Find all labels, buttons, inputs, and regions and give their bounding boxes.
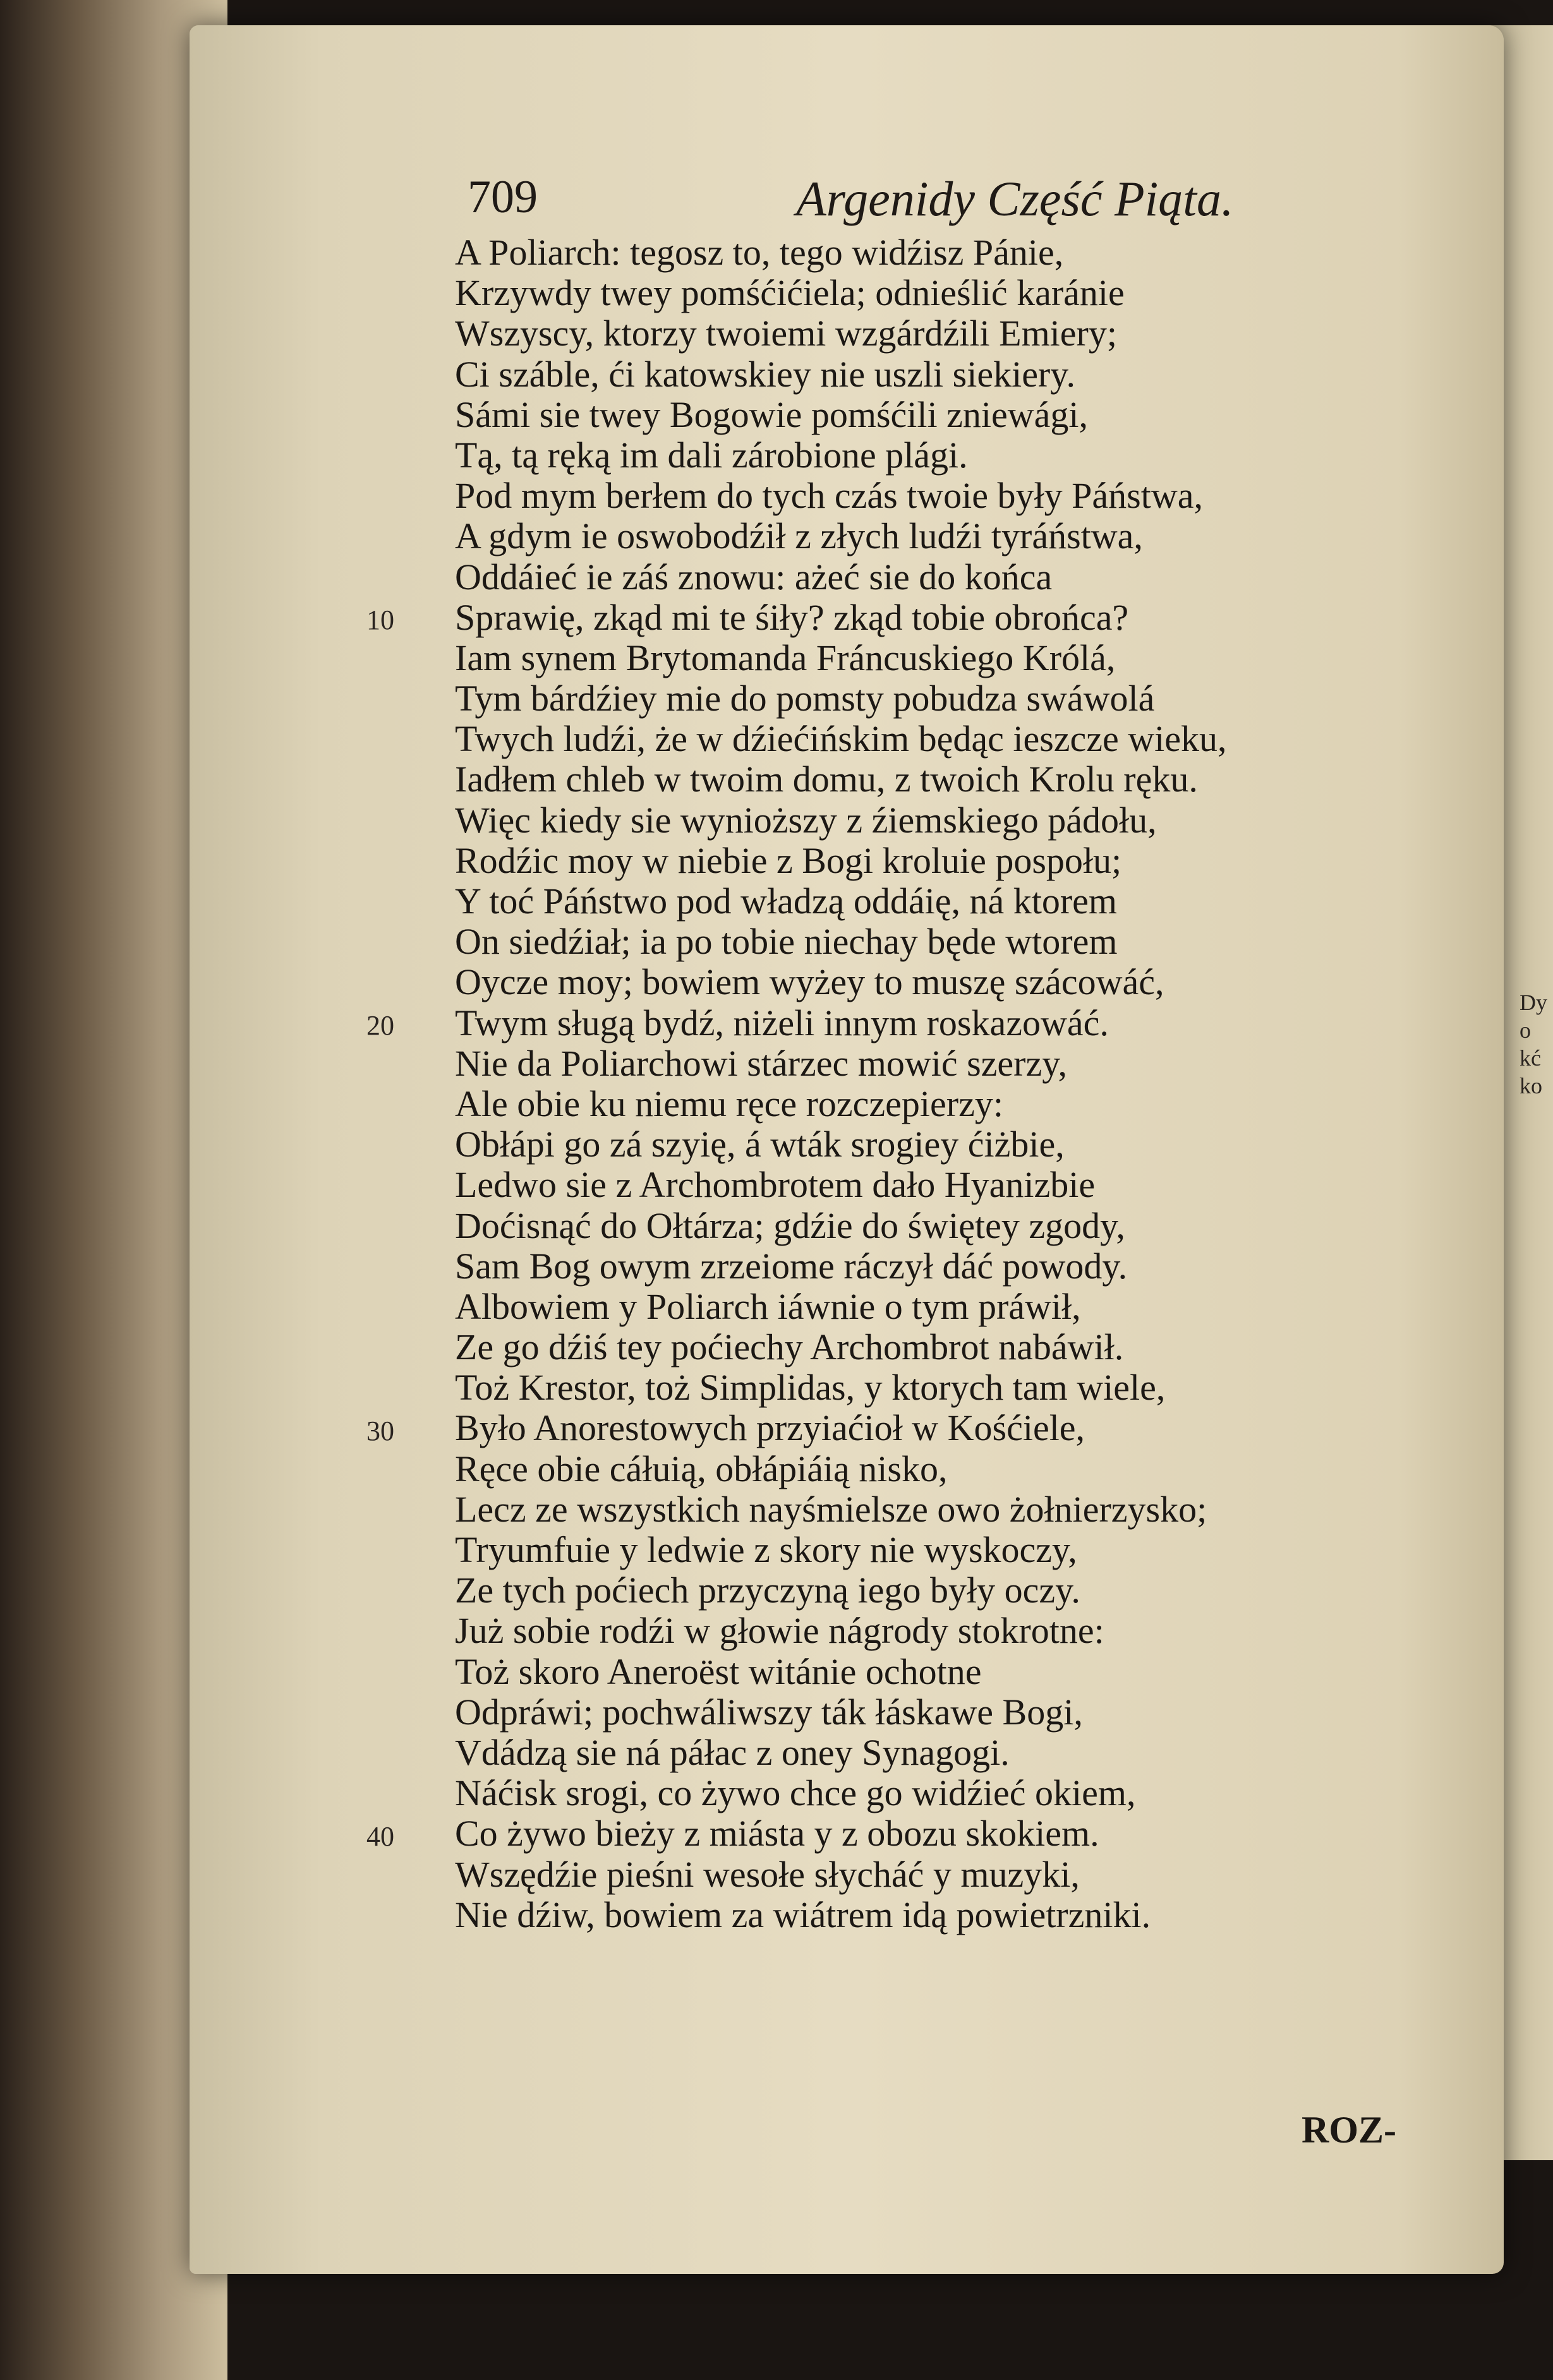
verse-line: Było Anorestowych przyiaćioł w Kośćiele, (455, 1407, 1085, 1449)
verse-line: Iam synem Brytomanda Fráncuskiego Królá, (455, 637, 1116, 678)
verse-line: Albowiem y Poliarch iáwnie o tym práwił, (455, 1285, 1081, 1327)
verse-line: A Poliarch: tegosz to, tego widźisz Pánie, (455, 232, 1064, 273)
verse-line: Ale obie ku niemu ręce rozczepierzy: (455, 1083, 1003, 1124)
verse-line: Wszyscy, ktorzy twoiemi wzgárdźili Emiery; (455, 313, 1117, 354)
verse-line: On siedźiał; ia po tobie niechay będe wtorem (455, 921, 1118, 963)
verse-line: Obłápi go zá szyię, á wták srogiey ćiżbie, (455, 1124, 1065, 1165)
verse-line: Tryumfuie y ledwie z skory nie wyskoczy, (455, 1529, 1077, 1570)
verse-line: Y toć Páństwo pod władzą oddáię, ná ktorem (455, 880, 1118, 922)
verse-line: Doćisnąć do Ołtárza; gdźie do świętey zgody, (455, 1205, 1125, 1246)
verse-line: Nie dźiw, bowiem za wiátrem idą powietrzniki. (455, 1894, 1151, 1935)
verse-line: Twych ludźi, że w dźiećińskim będąc ieszcze wieku, (455, 718, 1227, 760)
verse-line: Sprawię, zkąd mi te śiły? zkąd tobie obrońca? (455, 596, 1129, 638)
verse-line: Odpráwi; pochwáliwszy ták łáskawe Bogi, (455, 1691, 1083, 1733)
verse-line: Rodźic moy w niebie z Bogi kroluie pospołu; (455, 839, 1122, 881)
verse-line: Ci száble, ći katowskiey nie uszli siekiery. (455, 353, 1075, 395)
verse-line: Twym sługą bydź, niżeli innym roskazowáć. (455, 1002, 1109, 1043)
verse-line: Ledwo sie z Archombrotem dało Hyanizbie (455, 1164, 1096, 1206)
verse-line: Iadłem chleb w twoim domu, z twoich Krolu ręku. (455, 759, 1198, 800)
verse-line: Tą, tą ręką im dali zárobione plági. (455, 434, 968, 476)
verse-line: Toż Krestor, toż Simplidas, y ktorych tam wiele, (455, 1367, 1166, 1409)
verse-line: Oddáieć ie záś znowu: ażeć sie do końca (455, 556, 1053, 598)
verse-line: Toż skoro Aneroëst witánie ochotne (455, 1650, 982, 1692)
facing-page-fragment: kć (1520, 1045, 1541, 1071)
verse-line: Już sobie rodźi w głowie nágrody stokrotne: (455, 1610, 1104, 1652)
verse-line: Ze go dźiś tey poćiechy Archombrot nabáwił. (455, 1326, 1124, 1368)
page-number: 709 (468, 171, 538, 223)
line-number: 40 (366, 1820, 394, 1852)
line-number: 10 (366, 604, 394, 635)
verse-line: Więc kiedy sie wynioższy z źiemskiego pádołu, (455, 799, 1157, 841)
verse-line: Co żywo bieży z miásta y z obozu skokiem. (455, 1813, 1099, 1854)
facing-page-fragment: ko (1520, 1073, 1542, 1098)
verse-line: Wszędźie pieśni wesołe słycháć y muzyki, (455, 1853, 1080, 1895)
verse-line: A gdym ie oswobodźił z złych ludźi tyráństwa, (455, 515, 1143, 557)
verse-text (455, 232, 1358, 1935)
line-number: 20 (366, 1009, 394, 1041)
facing-page-fragment: o (1520, 1018, 1531, 1043)
verse-line: Sámi sie twey Bogowie pomśćili zniewági, (455, 394, 1088, 435)
verse-line: Pod mym berłem do tych czás twoie były Páństwa, (455, 475, 1203, 517)
facing-page-fragment: Dy (1520, 990, 1547, 1015)
verse-line: Vdádzą sie ná páłac z oney Synagogi. (455, 1731, 1010, 1773)
verse-line: Krzywdy twey pomśćićiela; odnieślić karánie (455, 272, 1125, 314)
facing-page-text (1520, 989, 1547, 1100)
verse-line: Ze tych poćiech przyczyną iego były oczy. (455, 1570, 1080, 1611)
verse-line: Tym bárdźiey mie do pomsty pobudza swáwolá (455, 678, 1155, 719)
verse-line: Oycze moy; bowiem wyżey to muszę szácowáć, (455, 961, 1164, 1003)
line-number: 30 (366, 1415, 394, 1446)
catchword: ROZ- (1302, 2109, 1396, 2151)
verse-line: Nie da Poliarchowi stárzec mowić szerzy, (455, 1042, 1067, 1084)
verse-line: Ręce obie cáłuią, obłápiáią nisko, (455, 1448, 948, 1489)
page-header (468, 171, 1289, 240)
running-title: Argenidy Część Piąta. (796, 171, 1234, 226)
verse-line: Náćisk srogi, co żywo chce go widźieć okiem, (455, 1772, 1136, 1814)
verse-line: Lecz ze wszystkich nayśmielsze owo żołnierzysko; (455, 1488, 1207, 1530)
verse-line: Sam Bog owym zrzeiome ráczył dáć powody. (455, 1245, 1128, 1287)
